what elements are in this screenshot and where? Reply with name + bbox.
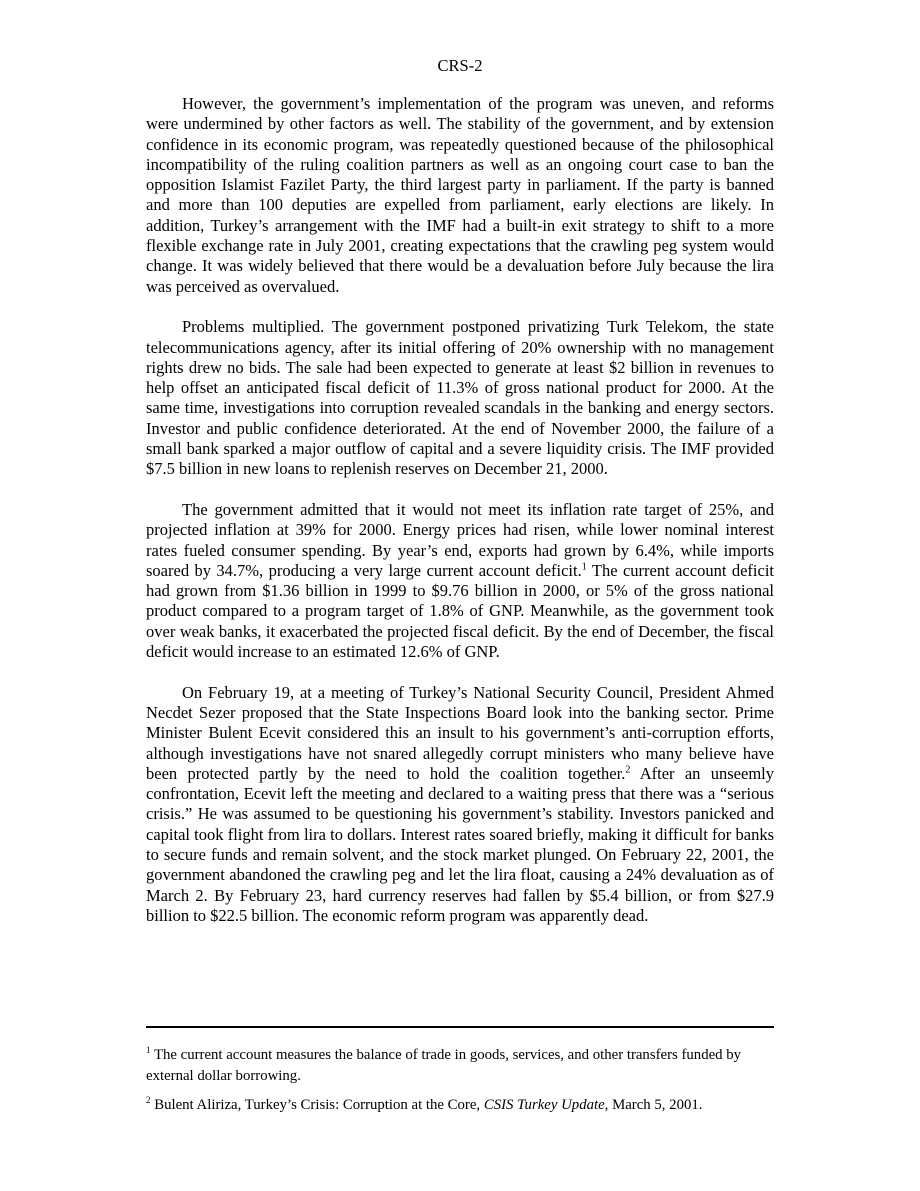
- paragraph-text: On February 19, at a meeting of Turkey’s National Security Council, President Ahmed Necdet Sezer proposed that the State Inspections Board look into the banking sector. Prime Minister Bulent Ecevit considered this an insult to his government’s anti-corruption efforts, although investigations have not snared allegedly corrupt ministers who many believe have been protected partly by the need to hold the coalition together.: [146, 682, 774, 783]
- paragraph-problems-multiplied: Problems multiplied. The government postponed privatizing Turk Telekom, the state telecommunications agency, after its initial offering of 20% ownership with no management rights drew no bids. The sale had been expected to generate at least $2 billion in revenues to help offset an anticipated fiscal deficit of 11.3% of gross national product for 2000. At the same time, investigations into corruption revealed scandals in the banking and energy sectors. Investor and public confidence deteriorated. At the end of November 2000, the failure of a small bank sparked a major outflow of capital and a severe liquidity crisis. The IMF provided $7.5 billion in new loans to replenish reserves on December 21, 2000.: [146, 317, 774, 479]
- footnote-2: [146, 1095, 774, 1116]
- paragraph-inflation: [146, 500, 774, 662]
- page-header: CRS-2: [437, 56, 483, 75]
- footnote-1: [146, 1045, 774, 1087]
- footnotes: [146, 1045, 774, 1124]
- footnote-separator: [146, 1026, 774, 1028]
- footnote-reference-1[interactable]: 1: [581, 561, 587, 573]
- paragraph-implementation: However, the government’s implementation of the program was uneven, and reforms were undermined by other factors as well. The stability of the government, and by extension confidence in its economic program, was repeatedly questioned because of the philosophical incompatibility of the ruling coalition partners as well as an ongoing court case to ban the opposition Islamist Fazilet Party, the third largest party in parliament. If the party is banned and more than 100 deputies are expelled from parliament, early elections are likely. In addition, Turkey’s arrangement with the IMF had a built-in exit strategy to shift to a more flexible exchange rate in July 2001, creating expectations that the crawling peg system would change. It was widely believed that there would be a devaluation before July because the lira was perceived as overvalued.: [146, 94, 774, 296]
- footnote-number: 2: [146, 1095, 151, 1106]
- paragraph-text: After an unseemly confrontation, Ecevit left the meeting and declared to a waiting press that there was a “serious crisis.” He was assumed to be questioning his government’s stability. Investors panicked and capital took flight from lira to dollars. Interest rates soared briefly, making it difficult for banks to secure funds and remain solvent, and the stock market plunged. On February 22, 2001, the government abandoned the crawling peg and let the lira float, causing a 24% devaluation as of March 2. By February 23, hard currency reserves had fallen by $5.4 billion, or from $27.9 billion to $22.5 billion. The economic reform program was apparently dead.: [146, 763, 774, 925]
- paragraph-february-19: [146, 683, 774, 927]
- footnote-text: , March 5, 2001.: [604, 1097, 703, 1113]
- footnote-publication-title: CSIS Turkey Update: [483, 1097, 605, 1113]
- paragraph-text: The government admitted that it would not meet its inflation rate target of 25%, and projected inflation at 39% for 2000. Energy prices had risen, while lower nominal interest rates fueled consumer spending. By year’s end, exports had grown by 6.4%, while imports soared by 34.7%, producing a very large current account deficit.: [146, 499, 774, 580]
- document-body: [146, 94, 774, 946]
- paragraph-text: The current account deficit had grown from $1.36 billion in 1999 to $9.76 billion in 2000, or 5% of the gross national product compared to a program target of 1.8% of GNP. Meanwhile, as the government took over weak banks, it exacerbated the projected fiscal deficit. By the end of December, the fiscal deficit would increase to an estimated 12.6% of GNP.: [146, 560, 774, 662]
- footnote-text: The current account measures the balance of trade in goods, services, and other transfers funded by external dollar borrowing.: [146, 1047, 742, 1084]
- footnote-reference-2[interactable]: 2: [625, 764, 631, 776]
- footnote-number: 1: [146, 1045, 151, 1056]
- footnote-text: Bulent Aliriza, Turkey’s Crisis: Corruption at the Core,: [154, 1097, 484, 1113]
